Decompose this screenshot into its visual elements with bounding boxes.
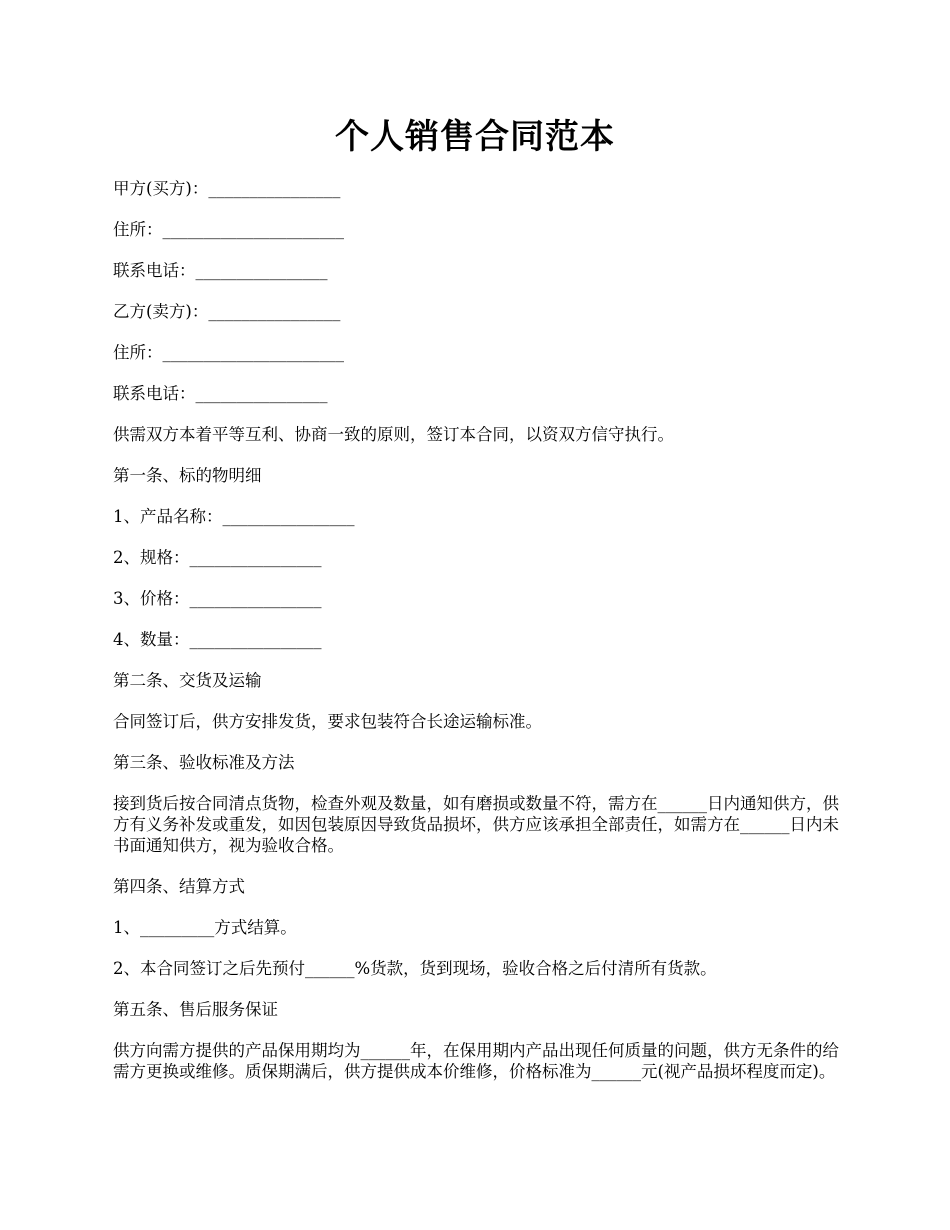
document-title: 个人销售合同范本 (335, 117, 615, 157)
article-4-heading: 第四条、结算方式 (113, 877, 245, 896)
product-name-line: 1、产品名称：________________ (113, 507, 355, 526)
party-a-address: 住所：______________________ (113, 220, 344, 239)
party-a-buyer: 甲方(买方)：________________ (113, 179, 341, 198)
party-b-seller: 乙方(卖方)：________________ (113, 302, 341, 321)
settlement-method-line: 1、_________方式结算。 (113, 918, 297, 937)
article-5-body: 供方向需方提供的产品保用期均为______年，在保用期内产品出现任何质量的问题，供方无条件的给需方更换或维修。质保期满后，供方提供成本价维修，价格标准为______元(视产品损坏程度而定)。 (113, 1041, 839, 1081)
document-body (113, 178, 843, 1102)
article-2-body: 合同签订后，供方安排发货，要求包装符合长途运输标准。 (113, 712, 542, 731)
quantity-line: 4、数量：________________ (113, 630, 322, 649)
price-line: 3、价格：________________ (113, 589, 322, 608)
article-1-heading: 第一条、标的物明细 (113, 466, 262, 485)
article-3-body: 接到货后按合同清点货物，检查外观及数量，如有磨损或数量不符，需方在______日内通知供方，供方有义务补发或重发，如因包装原因导致货品损坏，供方应该承担全部责任，如需方在______日内未书面通知供方，视为验收合格。 (113, 794, 839, 855)
party-b-address: 住所：______________________ (113, 343, 344, 362)
article-3-heading: 第三条、验收标准及方法 (113, 753, 295, 772)
party-b-phone: 联系电话：________________ (113, 384, 328, 403)
party-a-phone: 联系电话：________________ (113, 261, 328, 280)
article-5-heading: 第五条、售后服务保证 (113, 1000, 278, 1019)
prepayment-line: 2、本合同签订之后先预付______%货款，货到现场，验收合格之后付清所有货款。 (113, 959, 717, 978)
spec-line: 2、规格：________________ (113, 548, 322, 567)
article-2-heading: 第二条、交货及运输 (113, 671, 262, 690)
preamble: 供需双方本着平等互利、协商一致的原则，签订本合同，以资双方信守执行。 (113, 425, 674, 444)
